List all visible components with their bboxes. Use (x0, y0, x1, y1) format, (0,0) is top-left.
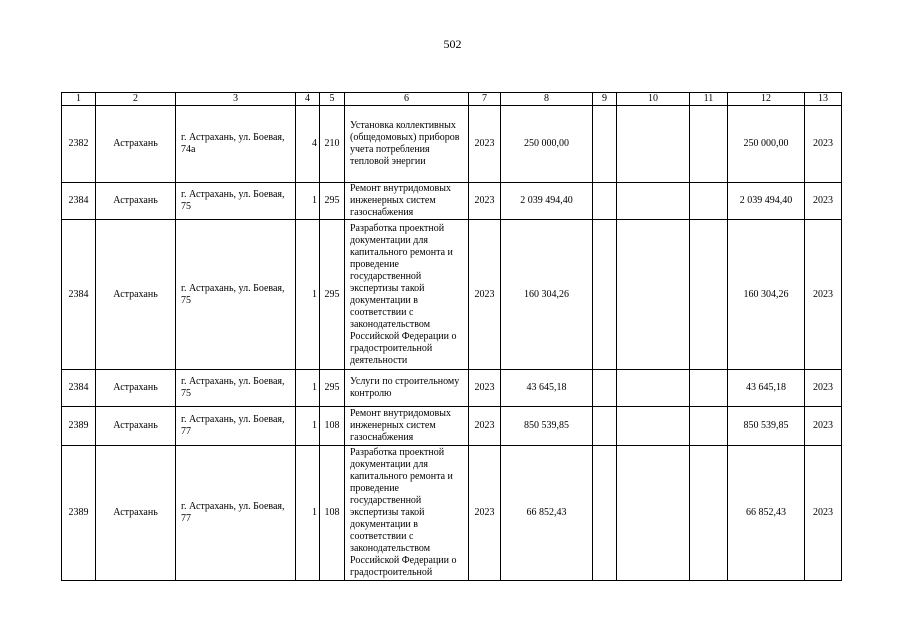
address-cell: г. Астрахань, ул. Боевая, 77 (176, 407, 296, 446)
cell-col11 (690, 220, 728, 370)
row-number: 2384 (62, 370, 96, 407)
column-header: 1 (62, 93, 96, 106)
table-row (62, 106, 842, 183)
cell-col10 (617, 106, 690, 183)
table-row (62, 220, 842, 370)
cell-col5: 295 (320, 220, 345, 370)
row-number: 2389 (62, 446, 96, 581)
register-table (61, 92, 842, 581)
amount-cell: 2 039 494,40 (501, 183, 593, 220)
table-row (62, 370, 842, 407)
year-cell: 2023 (469, 106, 501, 183)
cell-col5: 295 (320, 183, 345, 220)
amount-cell: 43 645,18 (501, 370, 593, 407)
cell-col10 (617, 220, 690, 370)
work-type-cell: Разработка проектной документации для капитального ремонта и проведение государственной экспертизы такой документации в соответствии с законодательством Российской Федерации о градостроительной (345, 446, 469, 581)
amount-cell: 160 304,26 (501, 220, 593, 370)
column-header: 12 (728, 93, 805, 106)
address-cell: г. Астрахань, ул. Боевая, 77 (176, 446, 296, 581)
city-cell: Астрахань (96, 183, 176, 220)
table-row (62, 407, 842, 446)
cell-col10 (617, 183, 690, 220)
column-header: 4 (296, 93, 320, 106)
address-cell: г. Астрахань, ул. Боевая, 74а (176, 106, 296, 183)
row-number: 2384 (62, 220, 96, 370)
cell-col11 (690, 446, 728, 581)
cell-col9 (593, 446, 617, 581)
table-row (62, 183, 842, 220)
cell-col4: 1 (296, 370, 320, 407)
total-cell: 2 039 494,40 (728, 183, 805, 220)
row-number: 2389 (62, 407, 96, 446)
column-header: 6 (345, 93, 469, 106)
address-cell: г. Астрахань, ул. Боевая, 75 (176, 370, 296, 407)
total-cell: 250 000,00 (728, 106, 805, 183)
city-cell: Астрахань (96, 370, 176, 407)
end-year-cell: 2023 (805, 183, 842, 220)
address-cell: г. Астрахань, ул. Боевая, 75 (176, 183, 296, 220)
work-type-cell: Ремонт внутридомовых инженерных систем газоснабжения (345, 183, 469, 220)
end-year-cell: 2023 (805, 446, 842, 581)
cell-col4: 1 (296, 220, 320, 370)
city-cell: Астрахань (96, 446, 176, 581)
cell-col11 (690, 370, 728, 407)
column-header: 11 (690, 93, 728, 106)
city-cell: Астрахань (96, 220, 176, 370)
year-cell: 2023 (469, 370, 501, 407)
cell-col10 (617, 446, 690, 581)
address-cell: г. Астрахань, ул. Боевая, 75 (176, 220, 296, 370)
total-cell: 43 645,18 (728, 370, 805, 407)
cell-col11 (690, 183, 728, 220)
cell-col5: 108 (320, 407, 345, 446)
work-type-cell: Установка коллективных (общедомовых) приборов учета потребления тепловой энергии (345, 106, 469, 183)
cell-col4: 1 (296, 407, 320, 446)
city-cell: Астрахань (96, 407, 176, 446)
city-cell: Астрахань (96, 106, 176, 183)
cell-col10 (617, 370, 690, 407)
column-header: 8 (501, 93, 593, 106)
cell-col10 (617, 407, 690, 446)
table-row (62, 446, 842, 581)
cell-col9 (593, 220, 617, 370)
cell-col11 (690, 407, 728, 446)
total-cell: 66 852,43 (728, 446, 805, 581)
cell-col9 (593, 407, 617, 446)
cell-col5: 108 (320, 446, 345, 581)
year-cell: 2023 (469, 220, 501, 370)
end-year-cell: 2023 (805, 407, 842, 446)
year-cell: 2023 (469, 446, 501, 581)
cell-col9 (593, 370, 617, 407)
column-header: 5 (320, 93, 345, 106)
end-year-cell: 2023 (805, 370, 842, 407)
amount-cell: 850 539,85 (501, 407, 593, 446)
end-year-cell: 2023 (805, 106, 842, 183)
year-cell: 2023 (469, 407, 501, 446)
year-cell: 2023 (469, 183, 501, 220)
page-number: 502 (443, 37, 462, 51)
column-header: 2 (96, 93, 176, 106)
row-number: 2384 (62, 183, 96, 220)
amount-cell: 66 852,43 (501, 446, 593, 581)
cell-col5: 295 (320, 370, 345, 407)
cell-col11 (690, 106, 728, 183)
column-header: 10 (617, 93, 690, 106)
work-type-cell: Ремонт внутридомовых инженерных систем газоснабжения (345, 407, 469, 446)
total-cell: 160 304,26 (728, 220, 805, 370)
end-year-cell: 2023 (805, 220, 842, 370)
cell-col4: 4 (296, 106, 320, 183)
work-type-cell: Разработка проектной документации для капитального ремонта и проведение государственной экспертизы такой документации в соответствии с законодательством Российской Федерации о градостроительной деятельности (345, 220, 469, 370)
cell-col9 (593, 183, 617, 220)
cell-col4: 1 (296, 446, 320, 581)
row-number: 2382 (62, 106, 96, 183)
cell-col4: 1 (296, 183, 320, 220)
total-cell: 850 539,85 (728, 407, 805, 446)
column-header: 7 (469, 93, 501, 106)
amount-cell: 250 000,00 (501, 106, 593, 183)
column-header: 9 (593, 93, 617, 106)
cell-col5: 210 (320, 106, 345, 183)
column-header: 3 (176, 93, 296, 106)
work-type-cell: Услуги по строительному контролю (345, 370, 469, 407)
column-number-row (62, 93, 842, 106)
column-header: 13 (805, 93, 842, 106)
cell-col9 (593, 106, 617, 183)
